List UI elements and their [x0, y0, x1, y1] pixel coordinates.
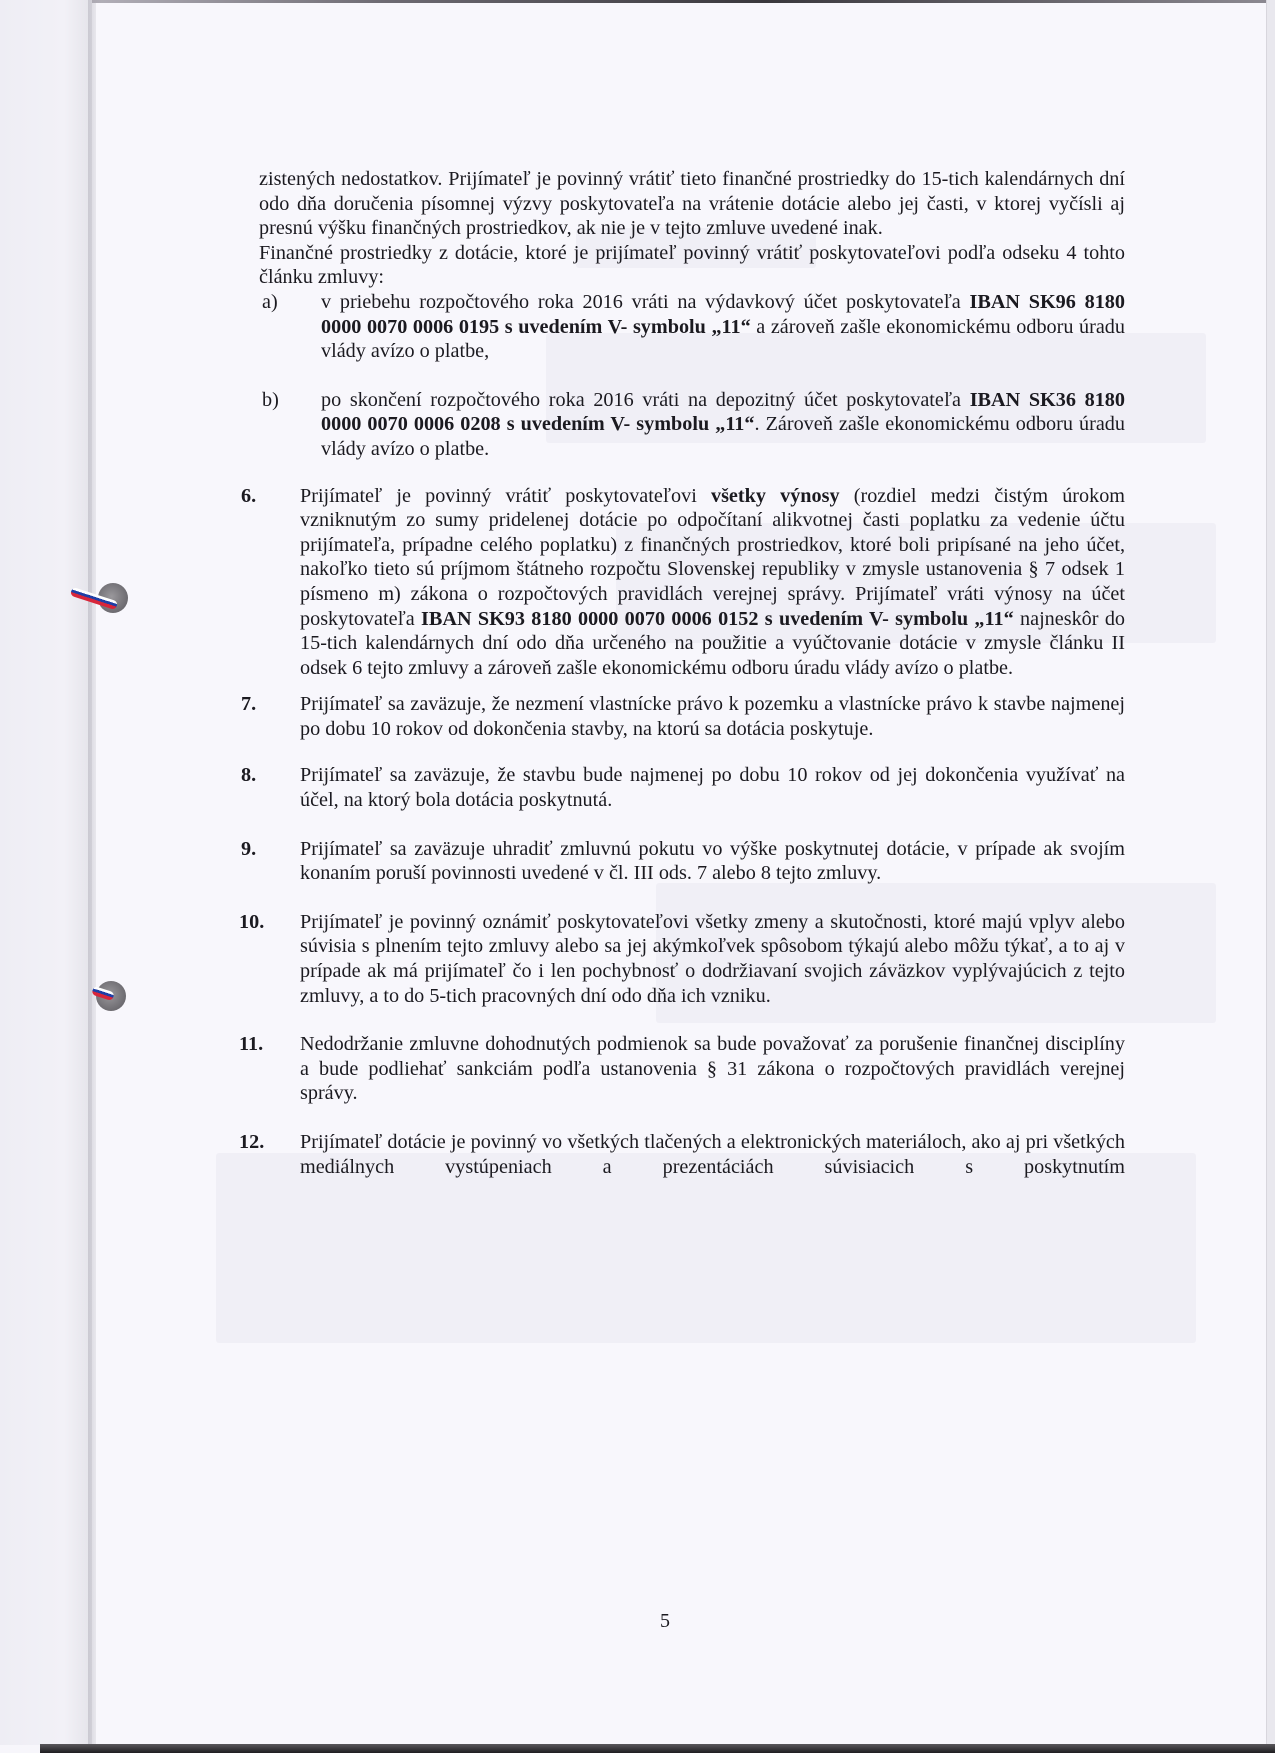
emphasis-text: všetky výnosy	[710, 484, 840, 507]
bleed-through-texture	[216, 1153, 1196, 1343]
iban-reference: IBAN SK93 8180 0000 0070 0006 0152 s uvedením V- symbolu „11“	[421, 607, 1014, 630]
clause-12	[241, 1130, 1125, 1179]
clause-text-part: najneskôr do 15-tich kalendárnych dní odo dňa určeného na použitie a vyúčtovanie dotácie v zmysle článku II odsek 6 tejto zmluvy a zároveň zašle ekonomickému odboru úradu vlády avízo o platbe.	[300, 607, 1126, 679]
clause-text-part: (rozdiel medzi čistým úrokom vzniknutým zo sumy pridelenej dotácie po odpočítaní alikvotnej časti poplatku za vedenie účtu prijímateľa, prípadne celého poplatku) z finančných prostriedkov, ktoré boli pripísané na jeho účet, nakoľko tieto sú príjmom štátneho rozpočtu Slovenskej republiky v zmysle ustanovenia § 7 odsek 1 písmeno m) zákona o rozpočtových pravidlách verejnej správy. Prijímateľ vráti výnosy na účet poskytovateľa	[300, 484, 1125, 630]
clause-number: 9.	[241, 837, 257, 860]
sub-item-marker: b)	[262, 388, 279, 411]
clause-text: Prijímateľ sa zaväzuje, že nezmení vlastnícke právo k pozemku a vlastnícke právo k stavbe najmenej po dobu 10 rokov od dokončenia stavby, na ktorú sa dotácia poskytuje.	[300, 693, 1125, 740]
clause-10	[241, 910, 1125, 1008]
sub-item-text-part: . Zároveň zašle ekonomickému odboru úradu vlády avízo o platbe.	[321, 413, 1125, 460]
clause-text-part: Prijímateľ je povinný vrátiť poskytovateľovi	[300, 484, 711, 507]
clause-text: Prijímateľ sa zaväzuje uhradiť zmluvnú pokutu vo výške poskytnutej dotácie, v prípade ak svojím konaním poruší povinnosti uvedené v čl. III ods. 7 alebo 8 tejto zmluvy.	[300, 837, 1125, 885]
clause-number: 11.	[239, 1033, 264, 1056]
clause-8	[241, 763, 1125, 812]
intro-paragraph: zistených nedostatkov. Prijímateľ je povinný vrátiť tieto finančné prostriedky do 15-tich kalendárnych dní odo dňa doručenia písomnej výzvy poskytovateľa na vrátenie dotácie alebo jej časti, v ktorej vyčísli aj presnú výšku finančných prostriedkov, ak nie je v tejto zmluve uvedené inak.	[259, 168, 1125, 240]
scanner-edge-bottom	[40, 1744, 1275, 1753]
clause-9	[241, 837, 1125, 886]
clause-text: Prijímateľ sa zaväzuje, že stavbu bude najmenej po dobu 10 rokov od jej dokončenia využívať na účel, na ktorý bola dotácia poskytnutá.	[300, 764, 1125, 812]
clause-11	[241, 1032, 1125, 1106]
sub-item-text-part: a zároveň zašle ekonomickému odboru úradu vlády avízo o platbe,	[321, 315, 1125, 363]
sub-item-marker: a)	[262, 290, 278, 313]
binding-margin	[0, 0, 92, 1745]
clause-text	[300, 484, 1125, 681]
clause-number: 7.	[241, 693, 257, 716]
page-number: 5	[660, 1610, 670, 1632]
iban-reference: IBAN SK96 8180 0000 0070 0006 0195 s uvedením V- symbolu „11“	[321, 290, 1125, 338]
clause-text: Prijímateľ dotácie je povinný vo všetkých tlačených a elektronických materiáloch, ako aj pri všetkých mediálnych vystúpeniach a prezentáciách súvisiacich s poskytnutím	[300, 1131, 1125, 1178]
sub-item-text-part: v priebehu rozpočtového roka 2016 vráti na výdavkový účet poskytovateľa	[321, 290, 970, 313]
refund-lead-paragraph: Finančné prostriedky z dotácie, ktoré je prijímateľ povinný vrátiť poskytovateľovi podľa odseku 4 tohto článku zmluvy:	[259, 241, 1125, 289]
clause-text: Prijímateľ je povinný oznámiť poskytovateľovi všetky zmeny a skutočnosti, ktoré majú vplyv alebo súvisia s plnením tejto zmluvy alebo sa jej akýmkoľvek spôsobom týkajú alebo môžu týkať, a to aj v prípade ak má prijímateľ čo i len pochybnosť o dodržiavaní svojich záväzkov vyplývajúcich z tejto zmluvy, a to do 5-tich pracovných dní odo dňa ich vzniku.	[300, 910, 1125, 1007]
sub-item-b	[262, 388, 1125, 462]
document-body	[239, 167, 1126, 1179]
clause-number: 8.	[241, 764, 257, 787]
clause-6	[241, 484, 1125, 681]
scanner-edge-right	[1266, 0, 1275, 1753]
iban-reference: IBAN SK36 8180 0000 0070 0006 0208 s uvedením V- symbolu „11“	[321, 388, 1125, 436]
clause-text: Nedodržanie zmluvne dohodnutých podmienok sa bude považovať za porušenie finančnej disciplíny a bude podliehať sankciám podľa ustanovenia § 31 zákona o rozpočtových pravidlách verejnej správy.	[300, 1033, 1125, 1105]
sub-item-text-part: po skončení rozpočtového roka 2016 vráti na depozitný účet poskytovateľa	[321, 388, 970, 411]
sub-item-text	[321, 388, 1125, 462]
sub-item-a	[262, 290, 1125, 364]
clause-number: 12.	[239, 1131, 265, 1153]
clause-number: 10.	[239, 910, 265, 933]
clause-7	[241, 692, 1125, 741]
sub-item-text	[321, 290, 1125, 364]
clause-number: 6.	[241, 484, 257, 507]
